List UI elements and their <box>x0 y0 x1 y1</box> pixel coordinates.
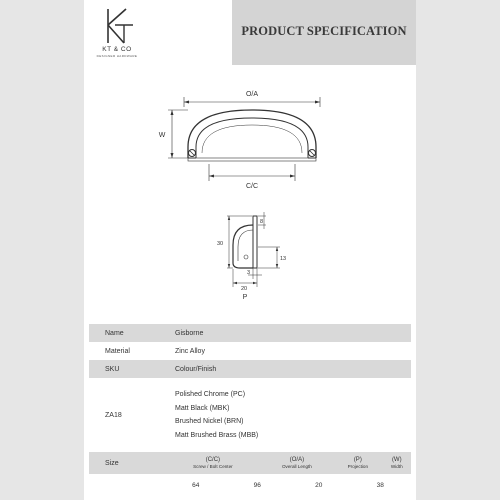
title-panel <box>232 0 416 65</box>
size-desc: Screw / Bolt Center <box>193 464 233 469</box>
finish-list <box>165 378 411 452</box>
spec-sheet <box>84 0 416 500</box>
size-col-oa <box>261 452 333 474</box>
material-key: Material <box>89 342 165 360</box>
spec-row-size-header <box>89 452 411 474</box>
size-col-w <box>383 452 411 474</box>
size-code: (O/A) <box>289 457 305 463</box>
kt-monogram-icon <box>102 7 136 45</box>
spec-table <box>89 324 411 496</box>
dim-base: 3 <box>247 270 251 276</box>
material-value: Zinc Alloy <box>165 342 411 360</box>
brand-logo <box>84 0 232 65</box>
size-code: (W) <box>391 457 402 463</box>
size-value-cc: 64 <box>165 474 227 496</box>
page-title: PRODUCT SPECIFICATION <box>241 24 407 38</box>
size-code: (C/C) <box>205 457 221 463</box>
name-value: Gisborne <box>165 324 411 342</box>
finish-item: Matt Black (MBK) <box>175 404 230 412</box>
center-to-center-label: C/C <box>245 183 259 190</box>
size-desc: Projection <box>347 464 369 469</box>
overall-length-label: O/A <box>245 91 259 98</box>
sku-value: Colour/Finish <box>165 360 411 378</box>
header <box>84 0 416 65</box>
spec-row-size-values <box>89 474 411 496</box>
spec-row-material <box>89 342 411 360</box>
brand-name: KT & CO <box>102 46 132 53</box>
size-col-p <box>333 452 382 474</box>
product-code: ZA18 <box>89 378 165 452</box>
size-key: Size <box>89 452 165 474</box>
size-col-cc <box>165 452 261 474</box>
size-desc: Overall Length <box>281 464 312 469</box>
sku-key: SKU <box>89 360 165 378</box>
side-view <box>227 212 280 287</box>
size-code: (P) <box>353 457 362 463</box>
size-value-w: 38 <box>350 474 412 496</box>
spec-row-finishes <box>89 378 411 452</box>
front-view <box>168 97 320 181</box>
projection-label: P <box>242 294 248 301</box>
technical-drawing <box>84 65 416 315</box>
finish-item: Matt Brushed Brass (MBB) <box>175 431 259 439</box>
brand-tagline: DESIGNER HARDWARE <box>96 54 138 58</box>
spec-row-sku <box>89 360 411 378</box>
finish-item: Brushed Nickel (BRN) <box>175 418 244 425</box>
size-header-table <box>165 452 411 474</box>
spec-row-name <box>89 324 411 342</box>
size-desc: Width <box>390 464 403 469</box>
dim-height: 30 <box>217 241 224 247</box>
dim-depth: 20 <box>241 286 248 292</box>
dim-mid: 13 <box>280 256 287 262</box>
size-values-table <box>165 474 411 496</box>
width-label: W <box>158 132 166 139</box>
size-value-p: 20 <box>288 474 350 496</box>
name-key: Name <box>89 324 165 342</box>
size-value-oa: 96 <box>227 474 289 496</box>
dim-top: 8 <box>260 219 264 225</box>
finish-item: Polished Chrome (PC) <box>175 391 246 398</box>
